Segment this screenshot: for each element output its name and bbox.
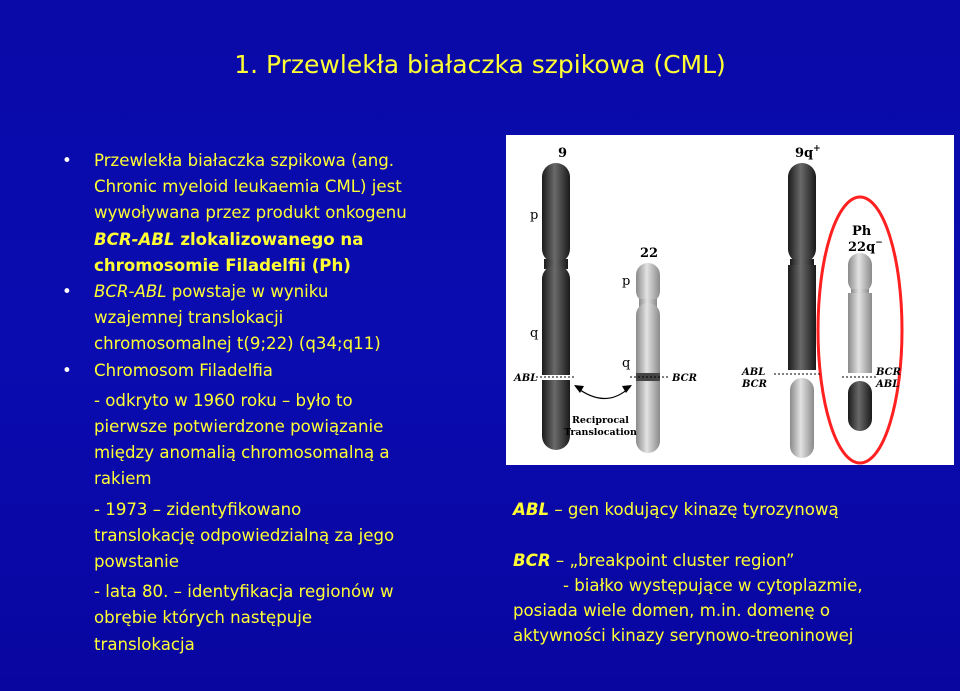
abl-definition: [513, 497, 839, 522]
text-line: między anomalią chromosomalną a: [94, 443, 390, 463]
text-span: powstaje w wyniku: [166, 282, 329, 302]
text-line: - białko występujące w cytoplazmie,: [563, 576, 863, 595]
philadelphia-chromosome: [848, 253, 872, 431]
translocation-diagram: [506, 135, 954, 465]
text-line: translokacja: [94, 634, 195, 654]
translocation-figure: [506, 135, 954, 465]
text-line: - odkryto w 1960 roku – było to: [94, 390, 353, 410]
abl-term: ABL: [513, 500, 550, 519]
bullet-cml-definition: [62, 148, 482, 279]
label-22q: 22q−: [848, 238, 883, 255]
slide-title: 1. Przewlekła białaczka szpikowa (CML): [234, 50, 726, 79]
reciprocal-arrow: [576, 387, 630, 399]
text-line: [94, 227, 482, 253]
bcr-term: BCR: [513, 551, 551, 570]
label-translocation: Translocation: [564, 427, 637, 438]
bullet-philadelphia-chromosome: [62, 358, 482, 384]
text-line: wywoływana przez produkt onkogenu: [94, 203, 407, 223]
bullet-bcr-abl-origin: [62, 279, 482, 358]
left-text-column: [62, 148, 482, 658]
label-p-arm: p: [530, 208, 539, 223]
text-line: posiada wiele domen, m.in. domenę o: [513, 601, 831, 620]
label-ph: Ph: [852, 224, 872, 239]
text-line: • Chromosom Filadelfia: [94, 360, 273, 380]
gene-name: BCR-ABL: [94, 229, 175, 249]
sub-item-discovery: [62, 388, 482, 493]
label-bcr: BCR: [672, 373, 697, 384]
label-9q: 9q+: [795, 144, 821, 161]
text-line: chromosomalnej t(9;22) (q34;q11): [94, 334, 381, 354]
text-line: pierwsze potwierdzone powiązanie: [94, 417, 384, 437]
text-line: aktywności kinazy serynowo-treoninowej: [513, 626, 854, 645]
text-line: • Przewlekła białaczka szpikowa (ang.: [94, 151, 395, 170]
gene-name: BCR-ABL: [94, 282, 167, 302]
text-line: [513, 548, 863, 573]
chromosome-9: [542, 163, 570, 450]
label-abl: ABL: [876, 379, 900, 390]
label-9: 9: [558, 146, 568, 161]
label-p-arm: p: [622, 274, 631, 289]
abl-description: – gen kodujący kinazę tyrozynową: [549, 500, 839, 519]
sub-item-1980s: [62, 579, 482, 658]
bcr-description: – „breakpoint cluster region”: [550, 551, 795, 570]
label-bcr: BCR: [742, 379, 767, 390]
chromosome-22: [636, 263, 660, 453]
text-line: rakiem: [94, 469, 152, 489]
text-line: obrębie których następuje: [94, 608, 313, 628]
text-line: Chronic myeloid leukaemia CML) jest: [94, 177, 402, 197]
text-line: wzajemnej translokacji: [94, 308, 284, 328]
text-line: translokację odpowiedzialną za jego: [94, 525, 395, 545]
label-abl: ABL: [742, 367, 766, 378]
text-line: [94, 279, 482, 305]
text-span: zlokalizowanego na: [174, 229, 364, 249]
text-line: powstanie: [94, 552, 179, 572]
sub-item-1973: [62, 497, 482, 576]
bcr-definition: [513, 548, 863, 648]
label-bcr: BCR: [876, 367, 901, 378]
chromosome-9q-plus: [788, 163, 816, 458]
text-line: chromosomie Filadelfii (Ph): [94, 255, 351, 275]
label-22: 22: [640, 246, 659, 261]
label-abl: ABL: [514, 373, 538, 384]
text-line: - 1973 – zidentyfikowano: [94, 499, 302, 519]
label-q-arm: q: [530, 326, 539, 341]
label-reciprocal: Reciprocal: [572, 415, 629, 426]
label-q-arm: q: [622, 356, 631, 371]
text-line: - lata 80. – identyfikacja regionów w: [94, 582, 394, 602]
